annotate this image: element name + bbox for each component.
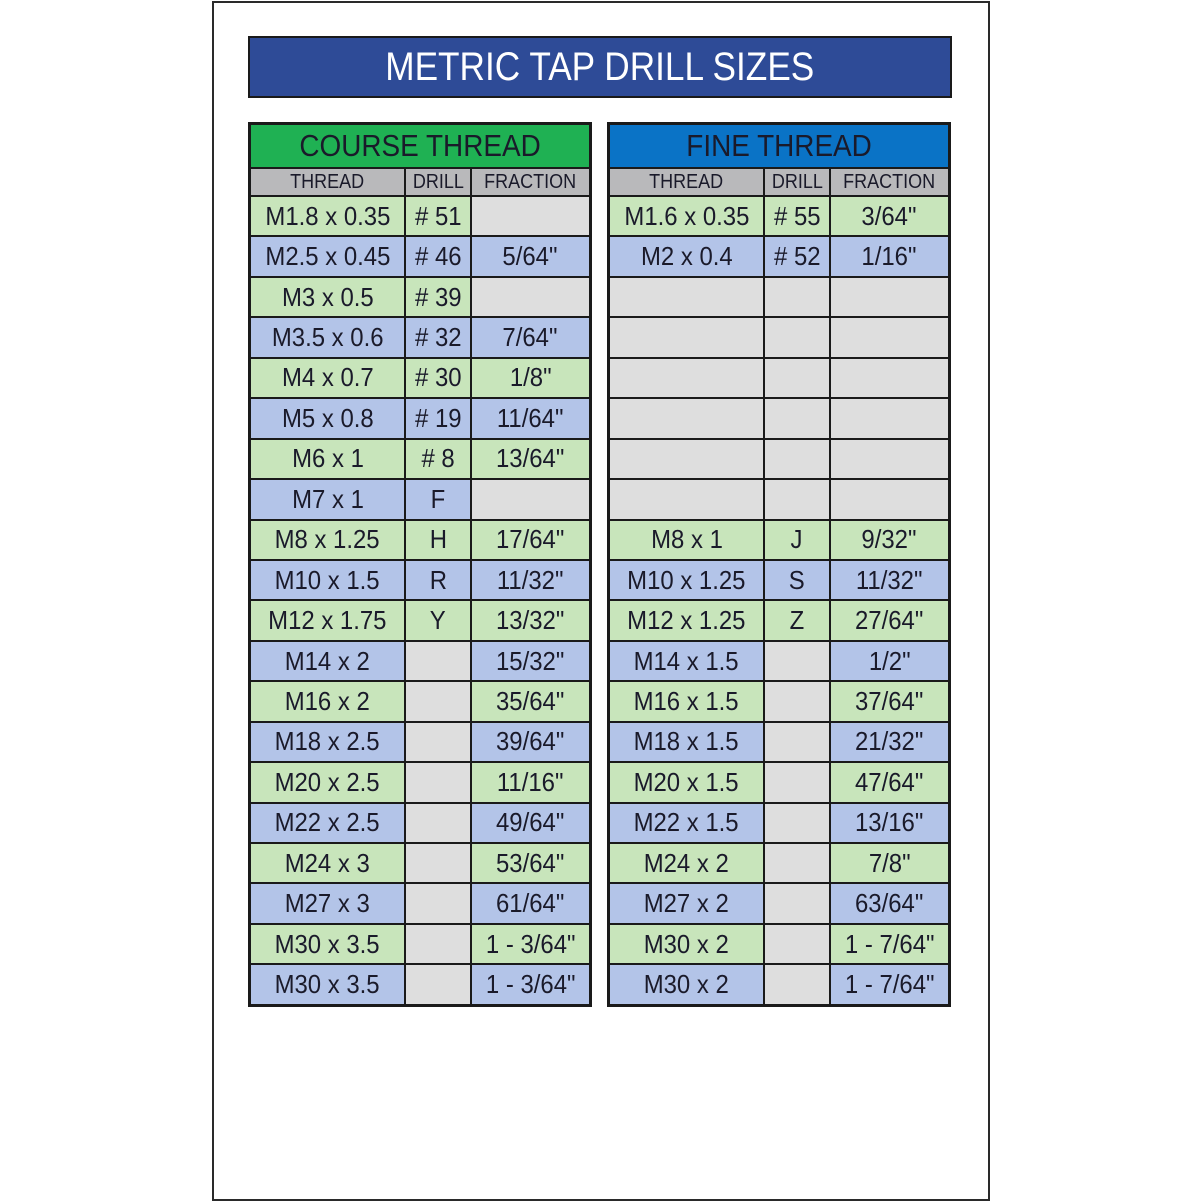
fine-thread-value: M30 x 2 (643, 969, 730, 1000)
fine-thread-table (607, 122, 951, 1007)
page-title-text: METRIC TAP DRILL SIZES (385, 44, 815, 89)
fine-fraction-value: 63/64" (855, 888, 924, 919)
course-cell-drill (405, 681, 471, 721)
course-cell-fraction (471, 964, 591, 1005)
course-cell-drill (405, 277, 471, 317)
course-cell-drill (405, 924, 471, 964)
course-cell-fraction (471, 196, 591, 236)
fine-cell-thread (609, 520, 765, 560)
fine-table-row (609, 883, 950, 923)
fine-cell-fraction (830, 317, 950, 357)
fine-table-row (609, 358, 950, 398)
fine-cell-fraction (830, 358, 950, 398)
course-thread-value: M7 x 1 (291, 483, 364, 514)
course-cell-drill (405, 236, 471, 276)
fine-cell-fraction (830, 681, 950, 721)
fine-cell-thread (609, 883, 765, 923)
fine-table-row (609, 762, 950, 802)
course-cell-drill (405, 803, 471, 843)
course-table-row (250, 964, 591, 1005)
fine-cell-drill (764, 924, 830, 964)
fine-thread-value: M30 x 2 (643, 928, 730, 959)
course-cell-thread (250, 924, 406, 964)
fine-drill-value: J (790, 524, 803, 555)
fine-thread-value: M22 x 1.5 (634, 807, 740, 838)
fine-thread-value: M8 x 1 (650, 524, 723, 555)
fine-thread-value: M27 x 2 (643, 888, 730, 919)
fine-drill-value: # 52 (773, 241, 821, 272)
course-fraction-value: 1 - 3/64" (485, 969, 576, 1000)
course-cell-thread (250, 681, 406, 721)
fine-cell-drill (764, 641, 830, 681)
fine-fraction-value: 9/32" (861, 524, 917, 555)
fine-table-row (609, 722, 950, 762)
fine-cell-drill (764, 317, 830, 357)
course-cell-fraction (471, 358, 591, 398)
fine-table-row (609, 803, 950, 843)
course-cell-fraction (471, 398, 591, 438)
fine-cell-drill (764, 236, 830, 276)
course-table-row (250, 803, 591, 843)
course-fraction-value: 11/16" (497, 766, 564, 797)
fine-thread-value: M14 x 1.5 (634, 645, 740, 676)
course-table-row (250, 924, 591, 964)
fine-table-row (609, 843, 950, 883)
fine-table-row (609, 277, 950, 317)
fine-thread-value: M12 x 1.25 (627, 605, 746, 636)
fine-table-row (609, 236, 950, 276)
fine-table-row (609, 196, 950, 236)
course-thread-table (248, 122, 592, 1007)
course-thread-value: M14 x 2 (284, 645, 371, 676)
fine-table-row (609, 439, 950, 479)
course-cell-fraction (471, 520, 591, 560)
course-drill-value: # 19 (414, 402, 462, 433)
fine-cell-fraction (830, 803, 950, 843)
course-cell-drill (405, 358, 471, 398)
course-fraction-value: 11/32" (497, 564, 564, 595)
fine-fraction-value: 1/16" (861, 241, 917, 272)
fine-cell-thread (609, 196, 765, 236)
fine-table-row (609, 964, 950, 1005)
fine-cell-thread (609, 479, 765, 519)
fine-cell-fraction (830, 762, 950, 802)
fine-cell-fraction (830, 722, 950, 762)
fine-col-thread: THREAD (609, 168, 765, 196)
fine-cell-fraction (830, 883, 950, 923)
course-cell-fraction (471, 803, 591, 843)
fine-cell-fraction (830, 439, 950, 479)
fine-thread-value: M18 x 1.5 (634, 726, 740, 757)
course-cell-fraction (471, 681, 591, 721)
course-thread-rows (250, 196, 591, 1005)
course-cell-fraction (471, 277, 591, 317)
course-drill-value: # 8 (421, 443, 455, 474)
fine-cell-drill (764, 681, 830, 721)
fine-cell-thread (609, 600, 765, 640)
fine-cell-thread (609, 358, 765, 398)
course-table-row (250, 600, 591, 640)
course-cell-drill (405, 196, 471, 236)
fine-cell-thread (609, 398, 765, 438)
course-cell-thread (250, 439, 406, 479)
fine-cell-drill (764, 600, 830, 640)
fine-fraction-value: 47/64" (855, 766, 924, 797)
fine-cell-drill (764, 762, 830, 802)
fine-thread-heading: FINE THREAD (609, 124, 950, 169)
fine-thread-value: M24 x 2 (643, 847, 730, 878)
course-thread-value: M16 x 2 (284, 685, 371, 716)
fine-cell-drill (764, 843, 830, 883)
course-cell-drill (405, 883, 471, 923)
fine-drill-value: # 55 (773, 200, 821, 231)
fine-cell-fraction (830, 560, 950, 600)
course-col-fraction: FRACTION (471, 168, 591, 196)
fine-cell-drill (764, 277, 830, 317)
course-thread-value: M18 x 2.5 (275, 726, 381, 757)
course-cell-fraction (471, 560, 591, 600)
course-fraction-value: 1 - 3/64" (485, 928, 576, 959)
course-table-row (250, 722, 591, 762)
fine-fraction-value: 7/8" (868, 847, 911, 878)
fine-cell-drill (764, 560, 830, 600)
course-cell-thread (250, 479, 406, 519)
course-cell-drill (405, 439, 471, 479)
course-table-row (250, 762, 591, 802)
course-cell-fraction (471, 479, 591, 519)
fine-cell-drill (764, 439, 830, 479)
course-thread-value: M8 x 1.25 (275, 524, 381, 555)
course-thread-value: M5 x 0.8 (281, 402, 374, 433)
course-drill-value: H (429, 524, 447, 555)
course-fraction-value: 13/32" (496, 605, 565, 636)
fine-thread-value: M20 x 1.5 (634, 766, 740, 797)
fine-fraction-value: 1/2" (868, 645, 911, 676)
course-fraction-value: 49/64" (496, 807, 565, 838)
course-cell-fraction (471, 236, 591, 276)
fine-thread-value: M2 x 0.4 (640, 241, 733, 272)
fine-cell-thread (609, 641, 765, 681)
fine-cell-fraction (830, 641, 950, 681)
course-fraction-value: 35/64" (496, 685, 565, 716)
course-thread-value: M1.8 x 0.35 (265, 200, 391, 231)
course-cell-thread (250, 398, 406, 438)
course-cell-drill (405, 843, 471, 883)
course-table-row (250, 236, 591, 276)
fine-table-row (609, 560, 950, 600)
course-table-row (250, 439, 591, 479)
course-cell-fraction (471, 317, 591, 357)
fine-table-row (609, 479, 950, 519)
fine-cell-thread (609, 803, 765, 843)
course-cell-thread (250, 964, 406, 1005)
course-table-row (250, 277, 591, 317)
course-cell-fraction (471, 641, 591, 681)
course-cell-thread (250, 196, 406, 236)
fine-fraction-value: 13/16" (855, 807, 924, 838)
course-cell-thread (250, 520, 406, 560)
course-cell-drill (405, 600, 471, 640)
course-cell-thread (250, 722, 406, 762)
fine-cell-fraction (830, 236, 950, 276)
course-cell-thread (250, 600, 406, 640)
course-cell-drill (405, 317, 471, 357)
fine-table-row (609, 398, 950, 438)
fine-cell-thread (609, 924, 765, 964)
course-table-row (250, 641, 591, 681)
fine-cell-fraction (830, 479, 950, 519)
fine-cell-thread (609, 681, 765, 721)
course-thread-value: M30 x 3.5 (275, 969, 381, 1000)
course-cell-fraction (471, 762, 591, 802)
course-fraction-value: 11/64" (497, 402, 564, 433)
course-thread-value: M27 x 3 (284, 888, 371, 919)
course-cell-drill (405, 964, 471, 1005)
course-cell-fraction (471, 924, 591, 964)
course-fraction-value: 5/64" (502, 241, 558, 272)
course-fraction-value: 7/64" (502, 322, 558, 353)
course-fraction-value: 13/64" (496, 443, 565, 474)
course-cell-drill (405, 560, 471, 600)
fine-cell-fraction (830, 398, 950, 438)
course-thread-value: M30 x 3.5 (275, 928, 381, 959)
course-cell-drill (405, 520, 471, 560)
fine-cell-drill (764, 196, 830, 236)
fine-cell-drill (764, 722, 830, 762)
fine-table-row (609, 924, 950, 964)
fine-table-row (609, 681, 950, 721)
course-cell-drill (405, 479, 471, 519)
fine-cell-fraction (830, 843, 950, 883)
fine-cell-thread (609, 277, 765, 317)
course-thread-value: M3 x 0.5 (281, 281, 374, 312)
fine-table-row (609, 641, 950, 681)
course-table-row (250, 883, 591, 923)
course-fraction-value: 15/32" (496, 645, 565, 676)
fine-cell-drill (764, 803, 830, 843)
course-table-row (250, 479, 591, 519)
fine-cell-fraction (830, 600, 950, 640)
course-drill-value: # 46 (414, 241, 462, 272)
course-table-row (250, 196, 591, 236)
course-fraction-value: 61/64" (496, 888, 565, 919)
course-cell-thread (250, 762, 406, 802)
page-title (248, 36, 952, 98)
course-cell-thread (250, 560, 406, 600)
fine-fraction-value: 3/64" (861, 200, 917, 231)
fine-col-drill: DRILL (764, 168, 830, 196)
course-fraction-value: 53/64" (496, 847, 565, 878)
course-table-row (250, 398, 591, 438)
course-cell-fraction (471, 883, 591, 923)
course-thread-heading: COURSE THREAD (250, 124, 591, 169)
fine-cell-thread (609, 236, 765, 276)
course-cell-drill (405, 722, 471, 762)
course-drill-value: F (430, 483, 446, 514)
fine-thread-value: M10 x 1.25 (627, 564, 746, 595)
course-cell-thread (250, 277, 406, 317)
course-fraction-value: 1/8" (509, 362, 552, 393)
course-thread-value: M4 x 0.7 (281, 362, 374, 393)
fine-table-row (609, 600, 950, 640)
fine-fraction-value: 21/32" (855, 726, 924, 757)
fine-fraction-value: 1 - 7/64" (844, 969, 935, 1000)
fine-cell-thread (609, 560, 765, 600)
fine-cell-fraction (830, 924, 950, 964)
fine-cell-fraction (830, 520, 950, 560)
course-cell-thread (250, 641, 406, 681)
fine-thread-rows (609, 196, 950, 1005)
course-cell-drill (405, 398, 471, 438)
fine-cell-thread (609, 843, 765, 883)
fine-fraction-value: 1 - 7/64" (844, 928, 935, 959)
fine-table-row (609, 317, 950, 357)
fine-cell-thread (609, 964, 765, 1005)
fine-fraction-value: 11/32" (856, 564, 923, 595)
fine-drill-value: S (788, 564, 805, 595)
course-thread-value: M20 x 2.5 (275, 766, 381, 797)
course-drill-value: # 30 (414, 362, 462, 393)
course-thread-value: M2.5 x 0.45 (265, 241, 391, 272)
fine-cell-drill (764, 964, 830, 1005)
fine-cell-drill (764, 883, 830, 923)
course-table-row (250, 317, 591, 357)
course-cell-thread (250, 358, 406, 398)
fine-col-fraction: FRACTION (830, 168, 950, 196)
course-thread-value: M22 x 2.5 (275, 807, 381, 838)
fine-drill-value: Z (789, 605, 805, 636)
course-col-thread: THREAD (250, 168, 406, 196)
fine-cell-drill (764, 479, 830, 519)
course-table-row (250, 560, 591, 600)
course-table-row (250, 358, 591, 398)
course-drill-value: Y (429, 605, 446, 636)
course-drill-value: # 51 (414, 200, 462, 231)
fine-fraction-value: 37/64" (855, 685, 924, 716)
course-cell-thread (250, 317, 406, 357)
course-fraction-value: 17/64" (496, 524, 565, 555)
fine-cell-thread (609, 439, 765, 479)
course-table-row (250, 520, 591, 560)
course-thread-value: M24 x 3 (284, 847, 371, 878)
course-thread-value: M6 x 1 (291, 443, 364, 474)
fine-cell-thread (609, 762, 765, 802)
course-cell-drill (405, 641, 471, 681)
course-drill-value: R (429, 564, 447, 595)
course-drill-value: # 32 (414, 322, 462, 353)
fine-fraction-value: 27/64" (855, 605, 924, 636)
course-fraction-value: 39/64" (496, 726, 565, 757)
fine-thread-value: M1.6 x 0.35 (624, 200, 750, 231)
course-cell-drill (405, 762, 471, 802)
course-cell-thread (250, 843, 406, 883)
course-cell-fraction (471, 843, 591, 883)
course-cell-thread (250, 883, 406, 923)
course-thread-value: M3.5 x 0.6 (271, 322, 384, 353)
course-cell-thread (250, 236, 406, 276)
fine-thread-value: M16 x 1.5 (634, 685, 740, 716)
fine-cell-fraction (830, 964, 950, 1005)
course-thread-value: M10 x 1.5 (275, 564, 381, 595)
fine-cell-thread (609, 317, 765, 357)
course-col-drill: DRILL (405, 168, 471, 196)
fine-table-row (609, 520, 950, 560)
course-thread-value: M12 x 1.75 (268, 605, 387, 636)
course-cell-fraction (471, 722, 591, 762)
fine-cell-drill (764, 520, 830, 560)
course-cell-fraction (471, 600, 591, 640)
fine-cell-drill (764, 358, 830, 398)
fine-cell-thread (609, 722, 765, 762)
fine-cell-fraction (830, 196, 950, 236)
course-table-row (250, 843, 591, 883)
course-cell-thread (250, 803, 406, 843)
fine-cell-drill (764, 398, 830, 438)
fine-cell-fraction (830, 277, 950, 317)
course-drill-value: # 39 (414, 281, 462, 312)
course-table-row (250, 681, 591, 721)
course-cell-fraction (471, 439, 591, 479)
